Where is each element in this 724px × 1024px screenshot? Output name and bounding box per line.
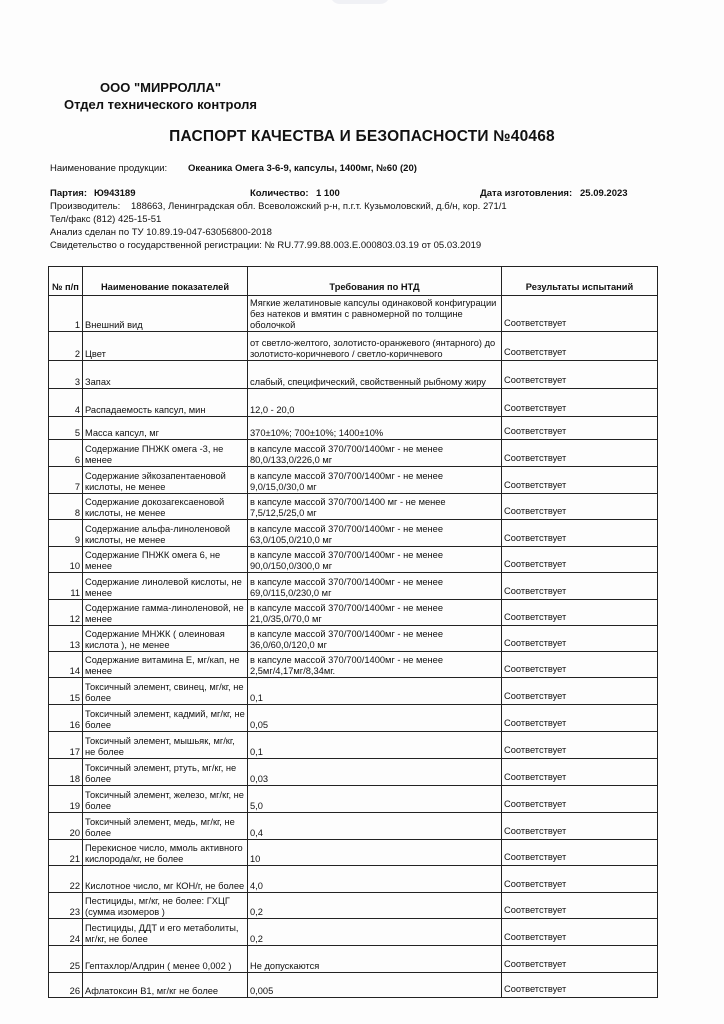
row-result: Соответствует: [502, 296, 658, 332]
row-requirement: в капсуле массой 370/700/1400мг - не менее 21,0/35,0/70,0 мг: [248, 600, 502, 626]
table-row: [49, 786, 658, 813]
row-requirement: 0,2: [248, 919, 502, 946]
row-requirement: 5,0: [248, 786, 502, 813]
table-row: [49, 705, 658, 732]
row-number: 16: [49, 705, 83, 732]
table-row: [49, 652, 658, 678]
table-row: [49, 893, 658, 919]
manufacturer-label: Производитель:: [50, 201, 121, 212]
row-result: Соответствует: [502, 786, 658, 813]
analysis-spec: Анализ сделан по ТУ 10.89.19-047-63056800-2018: [50, 227, 272, 238]
row-result: Соответствует: [502, 494, 658, 520]
product-label: Наименование продукции:: [50, 163, 168, 174]
row-number: 10: [49, 547, 83, 573]
row-number: 5: [49, 417, 83, 440]
row-requirement: 0,1: [248, 732, 502, 759]
row-number: 25: [49, 946, 83, 973]
row-result: Соответствует: [502, 440, 658, 467]
row-number: 12: [49, 600, 83, 626]
row-number: 20: [49, 813, 83, 840]
row-requirement: 0,2: [248, 893, 502, 919]
row-indicator: Токсичный элемент, кадмий, мг/кг, не более: [83, 705, 248, 732]
row-number: 1: [49, 296, 83, 332]
row-indicator: Перекисное число, ммоль активного кислорода/кг, не более: [83, 840, 248, 866]
row-result: Соответствует: [502, 361, 658, 389]
row-number: 24: [49, 919, 83, 946]
table-row: [49, 946, 658, 973]
manufacture-date-label: Дата изготовления:: [480, 188, 573, 199]
table-row: [49, 678, 658, 705]
row-result: Соответствует: [502, 840, 658, 866]
table-row: [49, 973, 658, 998]
row-indicator: Цвет: [83, 332, 248, 361]
row-indicator: Токсичный элемент, свинец, мг/кг, не более: [83, 678, 248, 705]
row-indicator: Содержание линолевой кислоты, не менее: [83, 573, 248, 600]
row-requirement: в капсуле массой 370/700/1400мг - не менее 63,0/105,0/210,0 мг: [248, 520, 502, 547]
row-result: Соответствует: [502, 705, 658, 732]
table-row: [49, 389, 658, 417]
row-result: Соответствует: [502, 678, 658, 705]
document-title: ПАСПОРТ КАЧЕСТВА И БЕЗОПАСНОСТИ №40468: [169, 128, 555, 145]
row-number: 2: [49, 332, 83, 361]
row-number: 19: [49, 786, 83, 813]
scan-smudge: [330, 0, 390, 4]
table-row: [49, 520, 658, 547]
row-number: 18: [49, 759, 83, 786]
row-indicator: Кислотное число, мг КОН/г, не более: [83, 866, 248, 893]
row-result: Соответствует: [502, 467, 658, 494]
table-header-row: [49, 267, 658, 296]
row-result: Соответствует: [502, 813, 658, 840]
table-row: [49, 813, 658, 840]
row-requirement: 0,4: [248, 813, 502, 840]
row-indicator: Пестициды, мг/кг, не более: ГХЦГ (сумма изомеров ): [83, 893, 248, 919]
row-indicator: Запах: [83, 361, 248, 389]
row-requirement: от светло-желтого, золотисто-оранжевого (янтарного) до золотисто-коричневого / светло-коричневого: [248, 332, 502, 361]
row-requirement: в капсуле массой 370/700/1400мг - не менее 69,0/115,0/230,0 мг: [248, 573, 502, 600]
row-requirement: в капсуле массой 370/700/1400мг - не менее 2,5мг/4,17мг/8,34мг.: [248, 652, 502, 678]
row-number: 26: [49, 973, 83, 998]
row-requirement: в капсуле массой 370/700/1400мг - не менее 9,0/15,0/30,0 мг: [248, 467, 502, 494]
table-row: [49, 732, 658, 759]
row-result: Соответствует: [502, 732, 658, 759]
row-requirement: в капсуле массой 370/700/1400 мг - не менее 7,5/12,5/25,0 мг: [248, 494, 502, 520]
row-result: Соответствует: [502, 600, 658, 626]
row-requirement: 12,0 - 20,0: [248, 389, 502, 417]
table-row: [49, 919, 658, 946]
table-row: [49, 573, 658, 600]
row-indicator: Гептахлор/Алдрин ( менее 0,002 ): [83, 946, 248, 973]
row-requirement: в капсуле массой 370/700/1400мг - не менее 36,0/60,0/120,0 мг: [248, 626, 502, 652]
header-number: № п/п: [49, 267, 83, 296]
row-indicator: Содержание ПНЖК омега 6, не менее: [83, 547, 248, 573]
registration-certificate: Свидетельство о государственной регистрации: № RU.77.99.88.003.Е.000803.03.19 от 05.03.2019: [50, 240, 482, 251]
row-indicator: Токсичный элемент, медь, мг/кг, не более: [83, 813, 248, 840]
row-number: 7: [49, 467, 83, 494]
row-number: 9: [49, 520, 83, 547]
header-requirements: Требования по НТД: [248, 267, 502, 296]
row-requirement: 0,1: [248, 678, 502, 705]
table-row: [49, 332, 658, 361]
row-result: Соответствует: [502, 946, 658, 973]
quantity-label: Количество:: [250, 188, 309, 199]
phone-fax: Тел/факс (812) 425-15-51: [50, 214, 162, 225]
row-requirement: Не допускаются: [248, 946, 502, 973]
row-indicator: Содержание эйкозапентаеновой кислоты, не менее: [83, 467, 248, 494]
row-number: 15: [49, 678, 83, 705]
organization-name: ООО "МИРРОЛЛА": [100, 80, 222, 95]
table-row: [49, 626, 658, 652]
row-result: Соответствует: [502, 573, 658, 600]
table-row: [49, 600, 658, 626]
table-row: [49, 866, 658, 893]
row-indicator: Содержание витамина Е, мг/кап, не менее: [83, 652, 248, 678]
row-result: Соответствует: [502, 389, 658, 417]
table-row: [49, 361, 658, 389]
row-number: 17: [49, 732, 83, 759]
row-result: Соответствует: [502, 866, 658, 893]
row-indicator: Содержание докозагексаеновой кислоты, не менее: [83, 494, 248, 520]
table-row: [49, 440, 658, 467]
row-indicator: Токсичный элемент, железо, мг/кг, не более: [83, 786, 248, 813]
header-indicator: Наименование показателей: [83, 267, 248, 296]
row-result: Соответствует: [502, 652, 658, 678]
row-indicator: Содержание МНЖК ( олеиновая кислота ), не менее: [83, 626, 248, 652]
row-number: 21: [49, 840, 83, 866]
row-requirement: в капсуле массой 370/700/1400мг - не менее 80,0/133,0/226,0 мг: [248, 440, 502, 467]
row-number: 6: [49, 440, 83, 467]
manufacture-date-value: 25.09.2023: [580, 188, 628, 199]
row-result: Соответствует: [502, 520, 658, 547]
table-row: [49, 417, 658, 440]
row-indicator: Токсичный элемент, мышьяк, мг/кг, не более: [83, 732, 248, 759]
quantity-value: 1 100: [316, 188, 340, 199]
row-requirement: 0,005: [248, 973, 502, 998]
row-indicator: Масса капсул, мг: [83, 417, 248, 440]
row-indicator: Внешний вид: [83, 296, 248, 332]
row-number: 4: [49, 389, 83, 417]
row-number: 8: [49, 494, 83, 520]
row-requirement: слабый, специфический, свойственный рыбному жиру: [248, 361, 502, 389]
product-value: Океаника Омега 3-6-9, капсулы, 1400мг, №60 (20): [188, 163, 417, 174]
table-row: [49, 759, 658, 786]
batch-value: Ю943189: [94, 188, 136, 199]
table-row: [49, 840, 658, 866]
row-number: 11: [49, 573, 83, 600]
row-indicator: Содержание гамма-линоленовой, не менее: [83, 600, 248, 626]
row-result: Соответствует: [502, 417, 658, 440]
table-row: [49, 494, 658, 520]
row-requirement: 0,05: [248, 705, 502, 732]
row-indicator: Токсичный элемент, ртуть, мг/кг, не более: [83, 759, 248, 786]
batch-label: Партия:: [50, 188, 87, 199]
row-indicator: Распадаемость капсул, мин: [83, 389, 248, 417]
row-result: Соответствует: [502, 759, 658, 786]
row-number: 14: [49, 652, 83, 678]
table-row: [49, 547, 658, 573]
row-requirement: 4,0: [248, 866, 502, 893]
row-requirement: 10: [248, 840, 502, 866]
row-result: Соответствует: [502, 919, 658, 946]
row-result: Соответствует: [502, 626, 658, 652]
row-indicator: Афлатоксин В1, мг/кг не более: [83, 973, 248, 998]
manufacturer-address: 188663, Ленинградская обл. Всеволожский р-н, п.г.т. Кузьмоловский, д.б/н, кор. 271/1: [131, 201, 507, 212]
row-indicator: Пестициды, ДДТ и его метаболиты, мг/кг, не более: [83, 919, 248, 946]
quality-table: [48, 266, 658, 998]
table-row: [49, 296, 658, 332]
row-requirement: 0,03: [248, 759, 502, 786]
row-number: 13: [49, 626, 83, 652]
row-number: 23: [49, 893, 83, 919]
row-indicator: Содержание альфа-линоленовой кислоты, не менее: [83, 520, 248, 547]
row-requirement: 370±10%; 700±10%; 1400±10%: [248, 417, 502, 440]
row-result: Соответствует: [502, 332, 658, 361]
row-requirement: Мягкие желатиновые капсулы одинаковой конфигурации без натеков и вмятин с равномерной по толщине оболочкой: [248, 296, 502, 332]
row-result: Соответствует: [502, 547, 658, 573]
row-number: 22: [49, 866, 83, 893]
row-requirement: в капсуле массой 370/700/1400мг - не менее 90,0/150,0/300,0 мг: [248, 547, 502, 573]
table-row: [49, 467, 658, 494]
row-number: 3: [49, 361, 83, 389]
header-results: Результаты испытаний: [502, 267, 658, 296]
department-name: Отдел технического контроля: [64, 97, 257, 112]
row-result: Соответствует: [502, 893, 658, 919]
row-indicator: Содержание ПНЖК омега -3, не менее: [83, 440, 248, 467]
row-result: Соответствует: [502, 973, 658, 998]
